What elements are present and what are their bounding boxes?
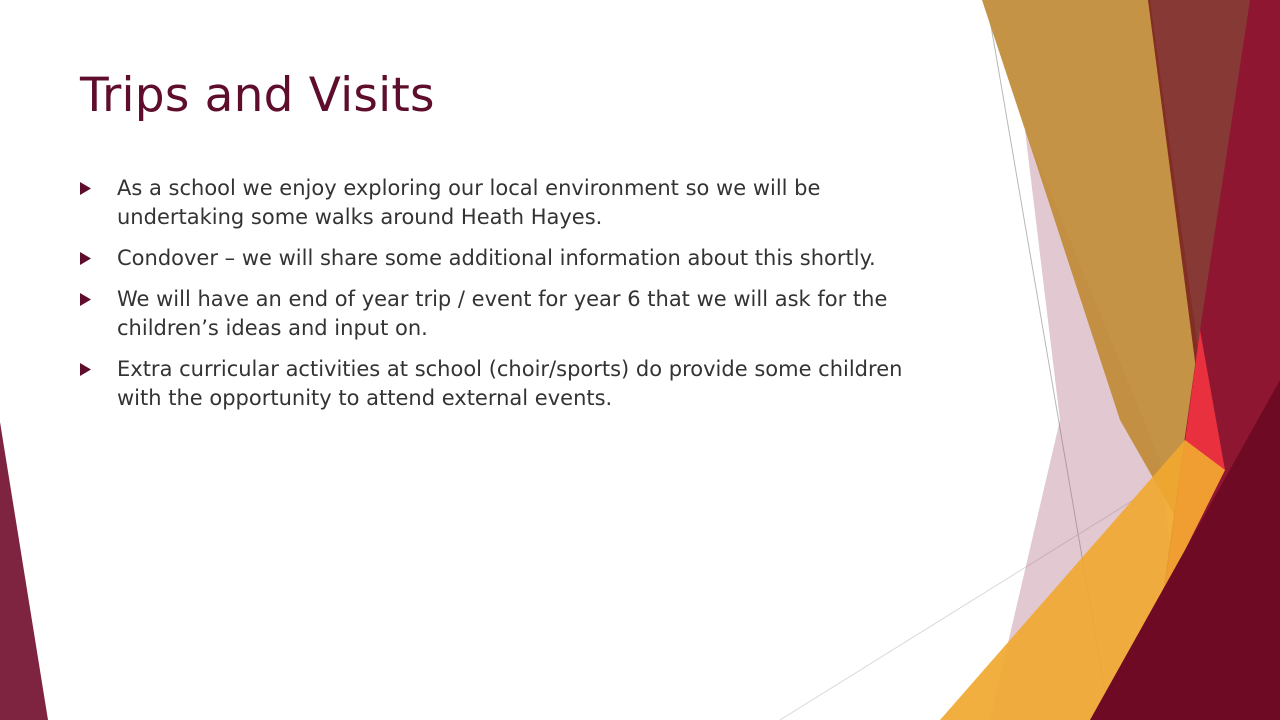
- bullet-item: [80, 244, 950, 273]
- triangle-right-icon: [80, 244, 117, 265]
- bullet-text: Condover – we will share some additional information about this shortly.: [117, 246, 876, 270]
- bullet-item: [80, 174, 950, 232]
- bullet-text: We will have an end of year trip / event for year 6 that we will ask for the children’s ideas and input on.: [117, 287, 888, 340]
- slide-title: Trips and Visits: [80, 68, 435, 123]
- triangle-right-icon: [80, 355, 117, 376]
- triangle-right-icon: [80, 174, 117, 195]
- bullet-item: [80, 285, 950, 343]
- triangle-right-icon: [80, 285, 117, 306]
- bullet-list: [80, 174, 950, 425]
- left-accent-shape: [0, 422, 48, 720]
- bullet-text: Extra curricular activities at school (choir/sports) do provide some children with the opportunity to attend external events.: [117, 357, 903, 410]
- bullet-text: As a school we enjoy exploring our local environment so we will be undertaking some walks around Heath Hayes.: [117, 176, 821, 229]
- bullet-item: [80, 355, 950, 413]
